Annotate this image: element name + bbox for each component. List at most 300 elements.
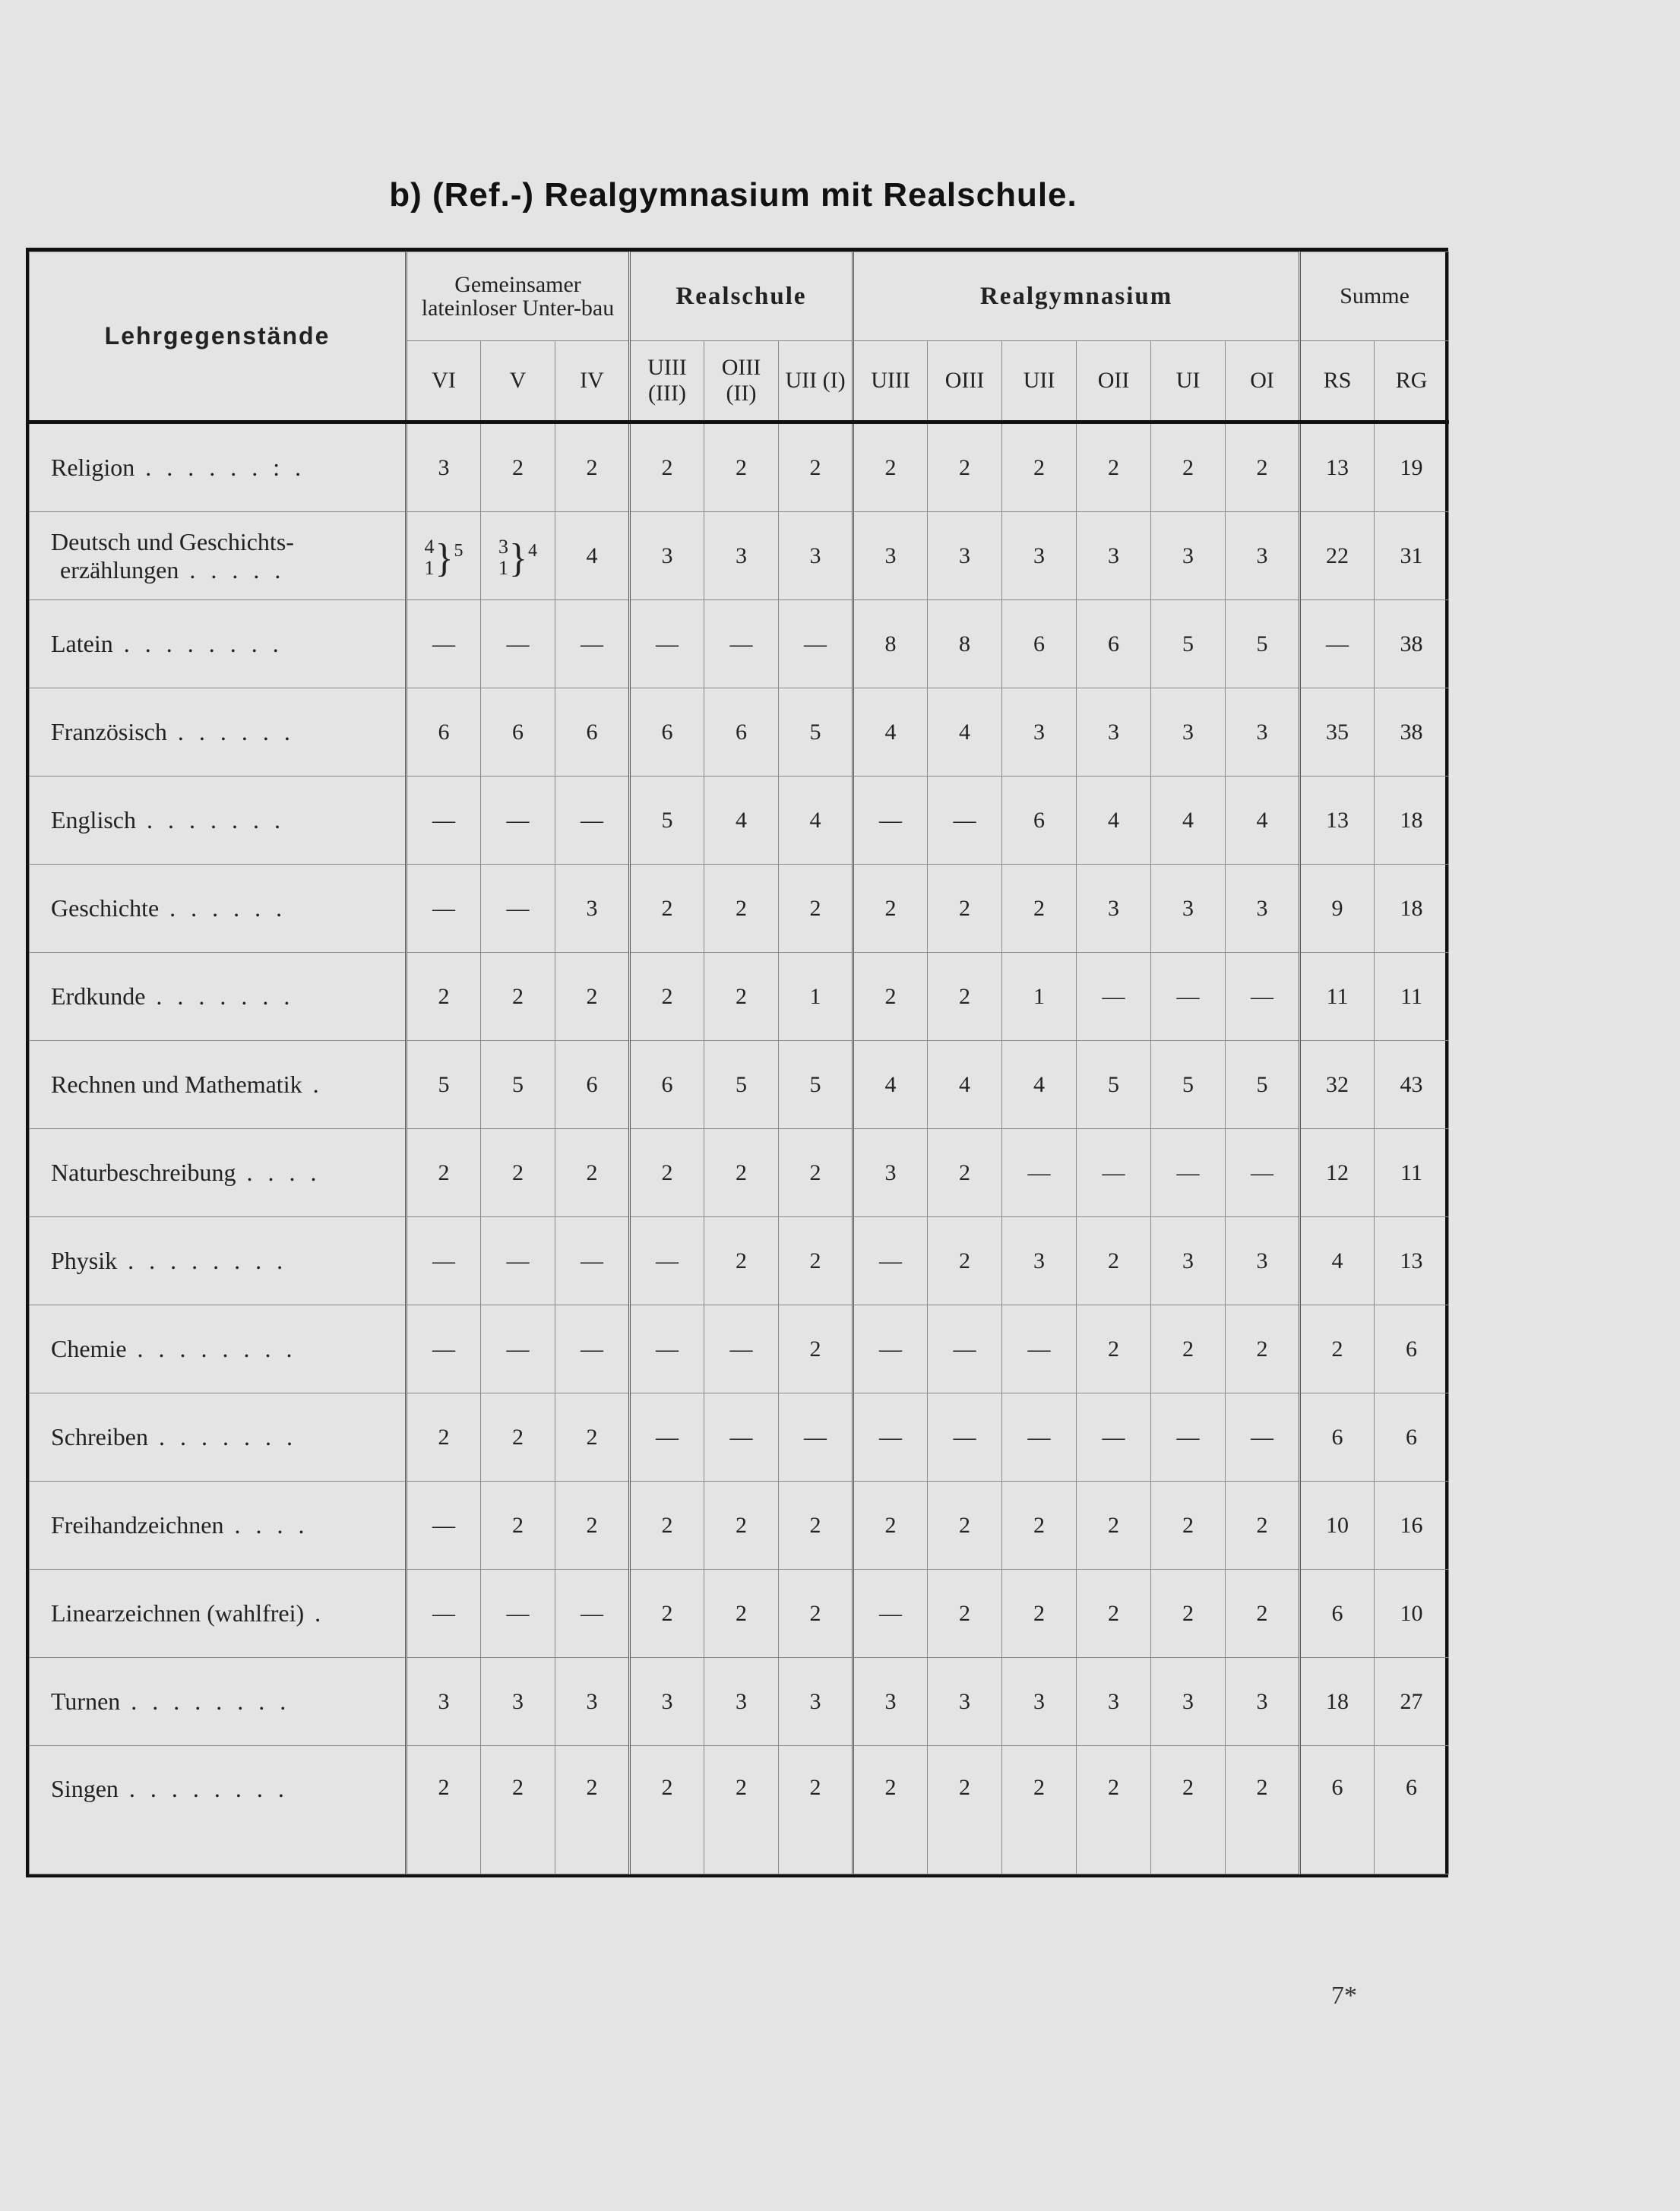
subject-name: Englisch [51, 806, 136, 833]
value-cell: — [555, 1305, 630, 1393]
value-cell: — [630, 600, 704, 688]
value-cell: 2 [481, 1746, 555, 1874]
value-cell: — [555, 1570, 630, 1658]
value-cell: 3 [1002, 688, 1077, 777]
class-header-realgymnasium-3: OII [1077, 341, 1151, 422]
value-cell: 2 [1002, 1482, 1077, 1570]
value-cell: 4 [779, 777, 853, 865]
value-cell: 3 [1226, 1658, 1300, 1746]
value-cell: 2 [704, 1217, 779, 1305]
value-cell: 2 [704, 1746, 779, 1874]
subject-cell [30, 1658, 407, 1746]
table-row [30, 512, 1449, 600]
value-cell: 2 [779, 1746, 853, 1874]
value-cell: 6 [1375, 1305, 1449, 1393]
page-number: 7* [1331, 1982, 1357, 2010]
brace-group [425, 536, 464, 579]
value-cell: — [1226, 1393, 1300, 1482]
value-cell: 5 [779, 688, 853, 777]
value-cell: 2 [928, 1217, 1002, 1305]
table-row [30, 1658, 1449, 1746]
value-cell: 3 [407, 1658, 481, 1746]
class-header-gemeinsam-0: VI [407, 341, 481, 422]
value-cell: 2 [928, 865, 1002, 953]
class-header-summe-1: RG [1375, 341, 1449, 422]
brace-part-a: 4 [424, 535, 435, 558]
value-cell: — [1002, 1305, 1077, 1393]
subject-cell [30, 1129, 407, 1217]
value-cell: 2 [555, 1746, 630, 1874]
value-cell: 2 [1300, 1305, 1375, 1393]
table-row [30, 1482, 1449, 1570]
value-cell: 31 [1375, 512, 1449, 600]
value-cell [481, 512, 555, 600]
table-row [30, 1393, 1449, 1482]
group-header-gemeinsam: Gemeinsamer lateinloser Unter-bau [407, 252, 630, 341]
value-cell: 3 [555, 865, 630, 953]
value-cell: — [407, 1305, 481, 1393]
value-cell: 2 [1077, 1217, 1151, 1305]
value-cell: 2 [481, 953, 555, 1041]
value-cell: — [481, 600, 555, 688]
value-cell: 2 [853, 953, 928, 1041]
value-cell: 3 [1226, 865, 1300, 953]
value-cell: 3 [1002, 1658, 1077, 1746]
value-cell: 4 [1226, 777, 1300, 865]
value-cell: 2 [1151, 1746, 1226, 1874]
value-cell: 2 [1151, 1482, 1226, 1570]
value-cell: — [1002, 1393, 1077, 1482]
value-cell: 2 [481, 1129, 555, 1217]
subject-name: Singen [51, 1775, 119, 1802]
value-cell: 2 [555, 953, 630, 1041]
subject-name: Chemie [51, 1335, 127, 1362]
value-cell: 3 [1077, 865, 1151, 953]
value-cell: 2 [779, 1570, 853, 1658]
brace-symbol: } [435, 535, 454, 580]
value-cell: 18 [1375, 865, 1449, 953]
subject-name: Rechnen und Mathematik [51, 1071, 302, 1098]
value-cell: 6 [1077, 600, 1151, 688]
value-cell: 1 [779, 953, 853, 1041]
value-cell: 11 [1300, 953, 1375, 1041]
value-cell: 3 [704, 512, 779, 600]
table-row [30, 1041, 1449, 1129]
value-cell: 4 [1300, 1217, 1375, 1305]
value-cell: 2 [779, 865, 853, 953]
value-cell: 2 [928, 422, 1002, 512]
value-cell: — [853, 777, 928, 865]
value-cell: 2 [555, 1482, 630, 1570]
value-cell: 2 [779, 1482, 853, 1570]
value-cell: 2 [630, 1570, 704, 1658]
group-header-realschule: Realschule [630, 252, 853, 341]
value-cell: 32 [1300, 1041, 1375, 1129]
value-cell: 2 [1002, 1570, 1077, 1658]
value-cell: 13 [1300, 777, 1375, 865]
subject-cell [30, 1746, 407, 1874]
brace-part-b: 1 [424, 556, 435, 579]
class-header-realgymnasium-1: OIII [928, 341, 1002, 422]
subject-name: Latein [51, 630, 113, 657]
value-cell: 2 [853, 422, 928, 512]
value-cell: 2 [555, 422, 630, 512]
subject-column-header: Lehrgegenstände [30, 252, 407, 422]
value-cell: 6 [630, 1041, 704, 1129]
value-cell: 2 [481, 1393, 555, 1482]
value-cell: 3 [853, 1658, 928, 1746]
value-cell: 2 [407, 953, 481, 1041]
value-cell: 5 [1151, 600, 1226, 688]
page-title: b) (Ref.-) Realgymnasium mit Realschule. [389, 176, 1077, 214]
value-cell: 2 [1077, 422, 1151, 512]
value-cell: 13 [1375, 1217, 1449, 1305]
value-cell: — [481, 1570, 555, 1658]
value-cell: 11 [1375, 1129, 1449, 1217]
subject-cell [30, 1482, 407, 1570]
brace-symbol: } [509, 535, 527, 580]
value-cell: — [928, 777, 1002, 865]
value-cell: — [853, 1570, 928, 1658]
subject-cell [30, 422, 407, 512]
group-header-realgymnasium: Realgymnasium [853, 252, 1300, 341]
table-row [30, 688, 1449, 777]
value-cell: 3 [928, 512, 1002, 600]
subject-name-continued: erzählungen [60, 555, 179, 584]
value-cell: 2 [928, 1746, 1002, 1874]
value-cell: 2 [1002, 1746, 1077, 1874]
value-cell: 6 [1300, 1746, 1375, 1874]
value-cell: 3 [1151, 1658, 1226, 1746]
value-cell: 5 [481, 1041, 555, 1129]
value-cell: 6 [704, 688, 779, 777]
value-cell: 4 [1002, 1041, 1077, 1129]
value-cell: 6 [630, 688, 704, 777]
value-cell: 2 [555, 1393, 630, 1482]
value-cell: — [1077, 1393, 1151, 1482]
value-cell: 43 [1375, 1041, 1449, 1129]
value-cell: 3 [779, 1658, 853, 1746]
table-row [30, 1129, 1449, 1217]
value-cell: 18 [1300, 1658, 1375, 1746]
value-cell: — [928, 1305, 1002, 1393]
subject-name: Schreiben [51, 1423, 148, 1450]
value-cell: 6 [481, 688, 555, 777]
value-cell: 6 [555, 1041, 630, 1129]
value-cell: 2 [630, 953, 704, 1041]
subject-cell [30, 1041, 407, 1129]
value-cell: 11 [1375, 953, 1449, 1041]
value-cell: — [407, 1217, 481, 1305]
value-cell: — [1151, 1129, 1226, 1217]
subject-cell [30, 1217, 407, 1305]
subject-cell [30, 953, 407, 1041]
value-cell: 2 [853, 1482, 928, 1570]
value-cell: 6 [1300, 1570, 1375, 1658]
value-cell: 6 [1002, 777, 1077, 865]
value-cell: — [853, 1217, 928, 1305]
class-header-summe-0: RS [1300, 341, 1375, 422]
subject-name: Naturbeschreibung [51, 1159, 236, 1186]
value-cell: — [630, 1217, 704, 1305]
value-cell: 2 [1077, 1482, 1151, 1570]
value-cell: 3 [1077, 512, 1151, 600]
value-cell: 2 [630, 1746, 704, 1874]
value-cell: 3 [1002, 512, 1077, 600]
value-cell: 5 [1226, 1041, 1300, 1129]
leader-dots: . . . . . . . [158, 1423, 297, 1450]
value-cell: 6 [1300, 1393, 1375, 1482]
value-cell: — [407, 1482, 481, 1570]
value-cell: 6 [1002, 600, 1077, 688]
value-cell: 2 [1151, 422, 1226, 512]
value-cell: 2 [1151, 1570, 1226, 1658]
value-cell: 5 [704, 1041, 779, 1129]
value-cell: 4 [853, 688, 928, 777]
value-cell: 3 [1151, 512, 1226, 600]
value-cell: — [481, 865, 555, 953]
value-cell: 12 [1300, 1129, 1375, 1217]
value-cell: 8 [853, 600, 928, 688]
curriculum-table [26, 248, 1448, 1877]
leader-dots: . [315, 1599, 326, 1627]
value-cell [407, 512, 481, 600]
table-row [30, 1305, 1449, 1393]
value-cell: 1 [1002, 953, 1077, 1041]
value-cell: 3 [481, 1658, 555, 1746]
value-cell: — [779, 600, 853, 688]
value-cell: 2 [704, 1482, 779, 1570]
value-cell: 5 [1077, 1041, 1151, 1129]
value-cell: — [1300, 600, 1375, 688]
subject-cell [30, 1393, 407, 1482]
value-cell: 2 [407, 1129, 481, 1217]
value-cell: — [407, 1570, 481, 1658]
value-cell: 4 [555, 512, 630, 600]
value-cell: — [1226, 953, 1300, 1041]
value-cell: 2 [481, 422, 555, 512]
value-cell: 2 [407, 1393, 481, 1482]
value-cell: 5 [779, 1041, 853, 1129]
value-cell: 6 [555, 688, 630, 777]
value-cell: 22 [1300, 512, 1375, 600]
group-header-summe: Summe [1300, 252, 1449, 341]
leader-dots: . [312, 1071, 324, 1098]
value-cell: 2 [1226, 422, 1300, 512]
leader-dots: . . . . . . [169, 894, 287, 922]
value-cell: 4 [1077, 777, 1151, 865]
value-cell: 2 [1077, 1570, 1151, 1658]
value-cell: — [704, 1305, 779, 1393]
value-cell: — [555, 600, 630, 688]
value-cell: — [1077, 1129, 1151, 1217]
subject-cell [30, 600, 407, 688]
value-cell: — [630, 1393, 704, 1482]
value-cell: — [555, 1217, 630, 1305]
brace-part-a: 3 [498, 535, 508, 558]
value-cell: 10 [1300, 1482, 1375, 1570]
value-cell: 2 [1002, 422, 1077, 512]
value-cell: 2 [630, 422, 704, 512]
brace-part-b: 1 [498, 556, 508, 579]
leader-dots: . . . . . . : . [145, 454, 306, 481]
value-cell: 3 [1226, 512, 1300, 600]
value-cell: 5 [1226, 600, 1300, 688]
value-cell: — [1151, 953, 1226, 1041]
value-cell: 4 [1151, 777, 1226, 865]
subject-name: Linearzeichnen (wahlfrei) [51, 1599, 305, 1627]
value-cell: 2 [928, 1482, 1002, 1570]
value-cell: — [853, 1393, 928, 1482]
class-header-realschule-2: UII (I) [779, 341, 853, 422]
value-cell: — [853, 1305, 928, 1393]
value-cell: 2 [1226, 1746, 1300, 1874]
class-header-realgymnasium-5: OI [1226, 341, 1300, 422]
subject-name: Deutsch und Geschichts- [51, 527, 294, 555]
value-cell: 2 [779, 1217, 853, 1305]
brace-total: 4 [528, 540, 537, 561]
subject-name: Religion [51, 454, 135, 481]
table-row [30, 422, 1449, 512]
leader-dots: . . . . . . . . [123, 630, 283, 657]
value-cell: — [481, 777, 555, 865]
value-cell: 3 [1226, 688, 1300, 777]
table-row [30, 1570, 1449, 1658]
value-cell: 38 [1375, 600, 1449, 688]
table-row [30, 953, 1449, 1041]
value-cell: 38 [1375, 688, 1449, 777]
value-cell: 2 [704, 953, 779, 1041]
table-row [30, 865, 1449, 953]
value-cell: 2 [928, 1129, 1002, 1217]
value-cell: 2 [630, 865, 704, 953]
table-row [30, 600, 1449, 688]
value-cell: — [704, 600, 779, 688]
value-cell: 3 [630, 512, 704, 600]
value-cell: 3 [779, 512, 853, 600]
value-cell: 2 [779, 1129, 853, 1217]
value-cell: 3 [1151, 1217, 1226, 1305]
value-cell: 10 [1375, 1570, 1449, 1658]
value-cell: 2 [1077, 1305, 1151, 1393]
value-cell: 2 [1226, 1570, 1300, 1658]
value-cell: 27 [1375, 1658, 1449, 1746]
value-cell: 2 [704, 865, 779, 953]
leader-dots: . . . . [234, 1511, 309, 1539]
leader-dots: . . . . . . . [146, 806, 285, 833]
subject-name: Turnen [51, 1688, 121, 1715]
subject-cell [30, 1305, 407, 1393]
value-cell: 3 [407, 422, 481, 512]
value-cell: 16 [1375, 1482, 1449, 1570]
value-cell: 3 [1226, 1217, 1300, 1305]
value-cell: 9 [1300, 865, 1375, 953]
value-cell: 2 [630, 1482, 704, 1570]
value-cell: 19 [1375, 422, 1449, 512]
value-cell: 3 [555, 1658, 630, 1746]
subject-name: Französisch [51, 718, 167, 745]
value-cell: 2 [1226, 1305, 1300, 1393]
value-cell: 3 [1077, 1658, 1151, 1746]
value-cell: 5 [630, 777, 704, 865]
value-cell: 3 [630, 1658, 704, 1746]
subject-name: Freihandzeichnen [51, 1511, 224, 1539]
value-cell: 6 [407, 688, 481, 777]
subject-cell [30, 1570, 407, 1658]
value-cell: 2 [630, 1129, 704, 1217]
value-cell: 3 [1151, 865, 1226, 953]
value-cell: 2 [928, 1570, 1002, 1658]
value-cell: 2 [481, 1482, 555, 1570]
value-cell: — [407, 777, 481, 865]
subject-cell [30, 865, 407, 953]
value-cell: — [1226, 1129, 1300, 1217]
value-cell: 3 [1151, 688, 1226, 777]
value-cell: 2 [407, 1746, 481, 1874]
value-cell: — [407, 600, 481, 688]
value-cell: 2 [1002, 865, 1077, 953]
leader-dots: . . . . . . . . [131, 1688, 291, 1715]
subject-name: Physik [51, 1247, 118, 1274]
class-header-realschule-0: UIII (III) [630, 341, 704, 422]
value-cell: 2 [704, 422, 779, 512]
value-cell: — [1077, 953, 1151, 1041]
value-cell: — [481, 1217, 555, 1305]
value-cell: 2 [1151, 1305, 1226, 1393]
value-cell: 4 [928, 1041, 1002, 1129]
value-cell: — [630, 1305, 704, 1393]
table-row [30, 777, 1449, 865]
leader-dots: . . . . . . . [156, 982, 295, 1010]
leader-dots: . . . . . . . . [137, 1335, 297, 1362]
value-cell: — [928, 1393, 1002, 1482]
value-cell: 5 [407, 1041, 481, 1129]
value-cell: 3 [928, 1658, 1002, 1746]
value-cell: 35 [1300, 688, 1375, 777]
value-cell: 2 [779, 1305, 853, 1393]
value-cell: — [481, 1305, 555, 1393]
leader-dots: . . . . . . [177, 718, 295, 745]
table-row [30, 1217, 1449, 1305]
value-cell: 4 [928, 688, 1002, 777]
brace-total: 5 [454, 540, 464, 561]
leader-dots: . . . . . . . . [128, 1247, 288, 1274]
subject-name: Geschichte [51, 894, 160, 922]
leader-dots: . . . . [246, 1159, 321, 1186]
class-header-realschule-1: OIII (II) [704, 341, 779, 422]
value-cell: 3 [704, 1658, 779, 1746]
value-cell: 4 [704, 777, 779, 865]
class-header-gemeinsam-2: IV [555, 341, 630, 422]
class-header-gemeinsam-1: V [481, 341, 555, 422]
value-cell: — [1002, 1129, 1077, 1217]
value-cell: 2 [853, 1746, 928, 1874]
value-cell: 8 [928, 600, 1002, 688]
value-cell: — [555, 777, 630, 865]
subject-cell [30, 688, 407, 777]
value-cell: 18 [1375, 777, 1449, 865]
value-cell: 2 [928, 953, 1002, 1041]
hours-table [29, 251, 1449, 1874]
value-cell: 6 [1375, 1746, 1449, 1874]
class-header-realgymnasium-0: UIII [853, 341, 928, 422]
class-header-realgymnasium-2: UII [1002, 341, 1077, 422]
value-cell: 3 [853, 1129, 928, 1217]
value-cell: 2 [1077, 1746, 1151, 1874]
value-cell: — [704, 1393, 779, 1482]
value-cell: 2 [704, 1570, 779, 1658]
value-cell: 2 [704, 1129, 779, 1217]
